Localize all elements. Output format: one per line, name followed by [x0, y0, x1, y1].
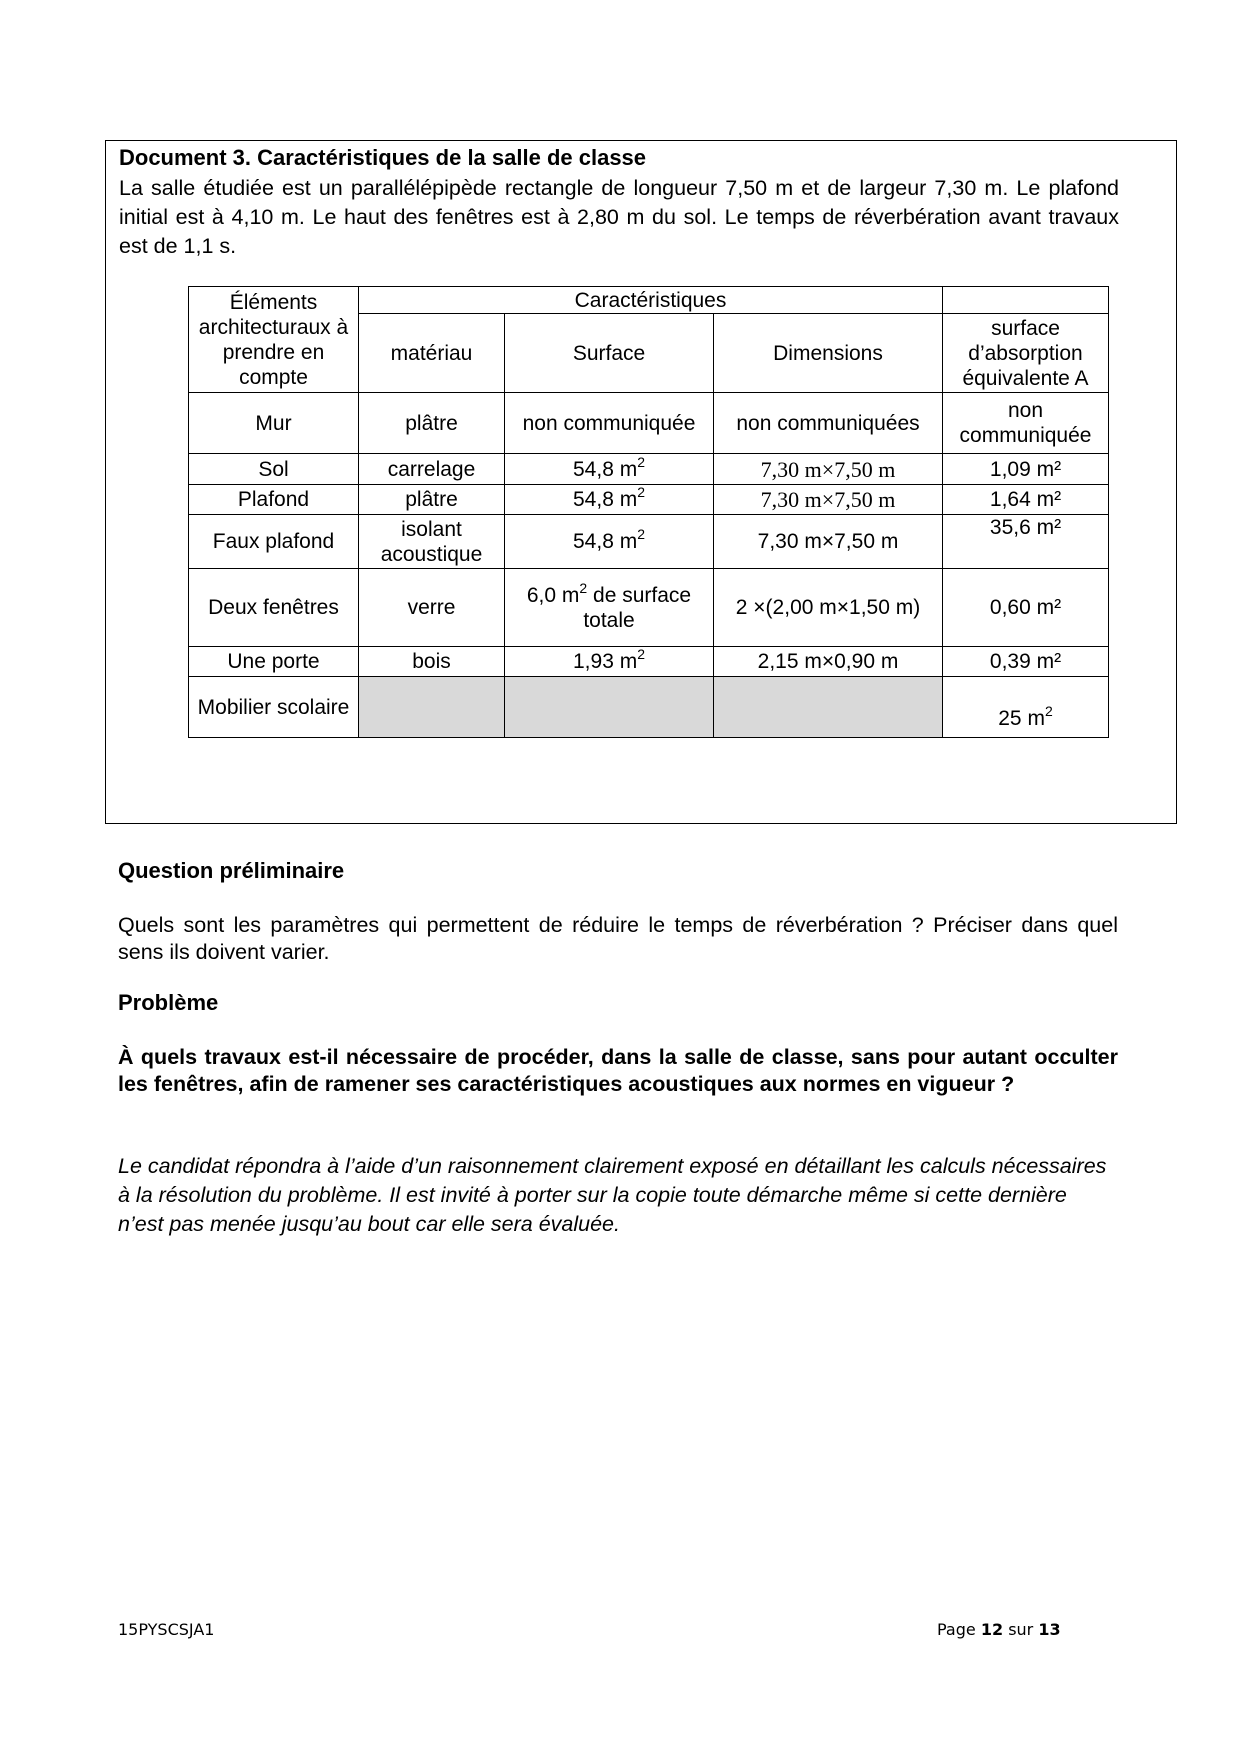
cell-absorption: 1,09 m²: [943, 454, 1109, 485]
cell-surface: [505, 485, 714, 515]
probleme-heading: Problème: [118, 990, 219, 1015]
cell-materiau: bois: [359, 647, 505, 677]
surface-value: 54,8 m: [573, 457, 638, 481]
page-total: 13: [1038, 1620, 1061, 1639]
cell-element: Mur: [189, 393, 359, 454]
footer-code: 15PYSCSJA1: [118, 1620, 215, 1639]
table-row: [189, 515, 1109, 569]
document-3-box: [105, 140, 1177, 824]
cell-surface: [505, 515, 714, 569]
surface-exponent: 2: [637, 646, 645, 662]
footer-page: [937, 1620, 1061, 1639]
cell-element: Sol: [189, 454, 359, 485]
cell-element: Plafond: [189, 485, 359, 515]
page-of-label: sur: [1008, 1620, 1034, 1639]
surface-exponent: 2: [637, 453, 645, 470]
header-caracteristiques: Caractéristiques: [359, 287, 943, 314]
cell-element: Mobilier scolaire: [189, 677, 359, 738]
surface-exponent: 2: [579, 579, 588, 596]
characteristics-table: [188, 286, 1109, 738]
header-materiau: matériau: [359, 314, 505, 393]
surface-value: 1,93 m: [573, 650, 638, 673]
cell-dimensions: 7,30 m×7,50 m: [714, 485, 943, 515]
cell-materiau: plâtre: [359, 485, 505, 515]
table-row: [189, 393, 1109, 454]
cell-absorption: 35,6 m²: [943, 515, 1109, 569]
absorption-exponent: 2: [1044, 703, 1053, 719]
header-absorption: surface d’absorption équivalente A: [943, 314, 1109, 393]
header-empty-cell: [943, 287, 1109, 314]
cell-element: Faux plafond: [189, 515, 359, 569]
page-label: Page: [937, 1620, 976, 1639]
surface-value: 6,0 m: [526, 583, 580, 607]
cell-dimensions: 7,30 m×7,50 m: [714, 454, 943, 485]
cell-surface: [505, 454, 714, 485]
probleme-note: Le candidat répondra à l’aide d’un raisonnement clairement exposé en détaillant les calculs nécessaires à la résolution du problème. Il est invité à porter sur la copie toute démarche même si cette dernière n’est pas menée jusqu’au bout car elle sera évaluée.: [118, 1154, 1107, 1236]
page-number: 12: [980, 1620, 1004, 1639]
document-title: Document 3. Caractéristiques de la salle de classe: [119, 145, 647, 170]
cell-surface: non communiquée: [505, 393, 714, 454]
header-elements: Éléments architecturaux à prendre en compte: [189, 287, 359, 393]
cell-absorption: [943, 677, 1109, 738]
cell-dimensions: non communiquées: [714, 393, 943, 454]
cell-materiau: plâtre: [359, 393, 505, 454]
table-row: [189, 485, 1109, 515]
cell-empty-grey: [714, 677, 943, 738]
probleme-text: À quels travaux est-il nécessaire de procéder, dans la salle de classe, sans pour autant occulter les fenêtres, afin de ramener ses caractéristiques acoustiques aux normes en vigueur ?: [118, 1045, 1118, 1096]
surface-value: 54,8 m: [573, 530, 638, 553]
table-row: [189, 677, 1109, 738]
question-text: Quels sont les paramètres qui permettent de réduire le temps de réverbération ? Préciser dans quel sens ils doivent varier.: [118, 913, 1118, 964]
cell-absorption: non communiquée: [943, 393, 1109, 454]
cell-materiau: verre: [359, 569, 505, 647]
table-header-row: [189, 287, 1109, 314]
cell-surface: [505, 569, 714, 647]
table-row: [189, 569, 1109, 647]
header-surface: Surface: [505, 314, 714, 393]
cell-absorption: 0,60 m²: [943, 569, 1109, 647]
cell-materiau: isolant acoustique: [359, 515, 505, 569]
cell-surface: [505, 647, 714, 677]
cell-dimensions: 2,15 m×0,90 m: [714, 647, 943, 677]
cell-empty-grey: [359, 677, 505, 738]
header-dimensions: Dimensions: [714, 314, 943, 393]
table-row: [189, 647, 1109, 677]
document-intro: La salle étudiée est un parallélépipède rectangle de longueur 7,50 m et de largeur 7,30 m. Le plafond initial est à 4,10 m. Le haut des fenêtres est à 2,80 m du sol. Le temps de réverbération avant travaux est de 1,1 s.: [119, 176, 1119, 258]
surface-suffix: de surface totale: [583, 583, 692, 632]
table-row: [189, 454, 1109, 485]
surface-exponent: 2: [637, 526, 645, 542]
absorption-value: 25 m: [998, 707, 1045, 730]
surface-exponent: 2: [637, 484, 645, 500]
cell-absorption: 1,64 m²: [943, 485, 1109, 515]
cell-dimensions: 7,30 m×7,50 m: [714, 515, 943, 569]
surface-value: 54,8 m: [573, 488, 638, 511]
question-heading: Question préliminaire: [118, 858, 345, 883]
cell-element: Deux fenêtres: [189, 569, 359, 647]
cell-empty-grey: [505, 677, 714, 738]
cell-absorption: 0,39 m²: [943, 647, 1109, 677]
cell-materiau: carrelage: [359, 454, 505, 485]
cell-dimensions: 2 ×(2,00 m×1,50 m): [714, 569, 943, 647]
cell-element: Une porte: [189, 647, 359, 677]
